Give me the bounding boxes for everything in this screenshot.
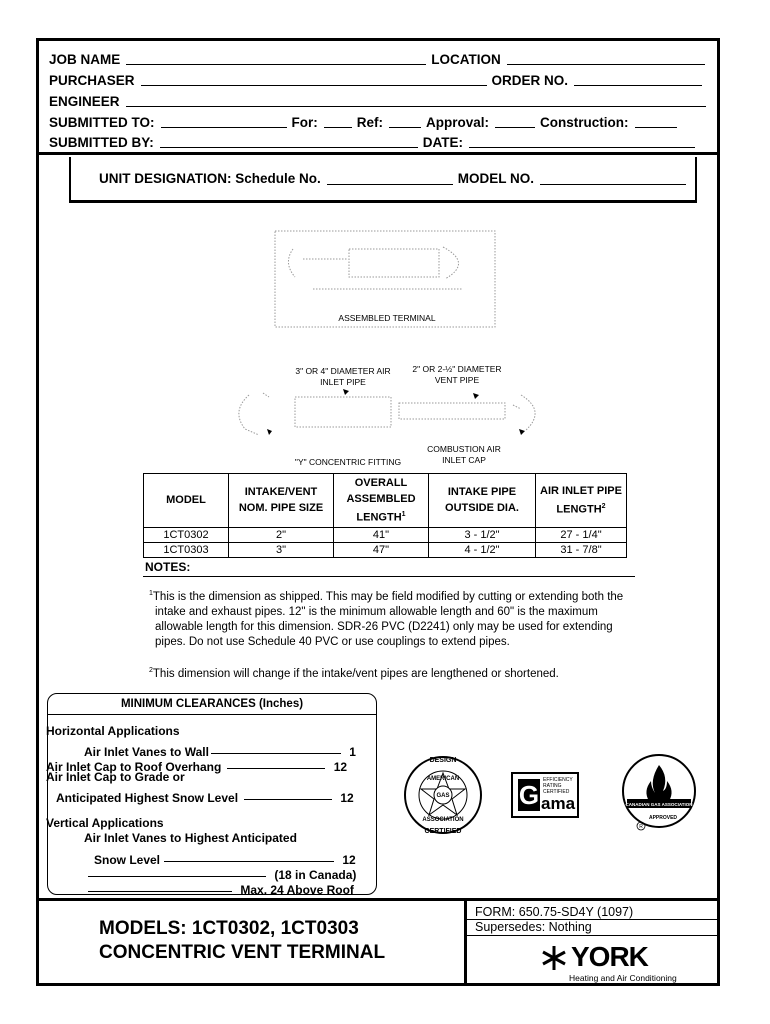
ref-label: Ref:	[356, 115, 383, 130]
note-2: $^2$This dimension will change if the intake/vent pipes are lengthened or shortened.	[149, 667, 559, 680]
model-no-label: MODEL NO.	[457, 171, 535, 186]
cell-dia: 4 - 1/2"	[429, 542, 536, 557]
col-airinlet-header: AIR INLET PIPE LENGTH$^2$	[536, 474, 627, 528]
york-wordmark: YORK	[571, 941, 648, 972]
svg-text:APPROVED: APPROVED	[648, 815, 678, 821]
header-row-submitted-by	[49, 130, 700, 150]
table-row	[144, 542, 627, 557]
footer	[39, 898, 717, 986]
notes-rule	[143, 576, 635, 577]
col-outside-header: INTAKE PIPE OUTSIDE DIA.	[429, 474, 536, 528]
cell-inlet: 31 - 7/8"	[536, 542, 627, 557]
note-1: $^1$This is the dimension as shipped. This may be field modified by cutting or extending both the intake and exhaust pipes. 12" is the minimum allowable length and 60" is the maximum allowable length for this dimension. SDR-26 PVC (D2241) only may be used for extending pipes. Do not use Schedule 40 PVC or use couplings to extend pipes.	[149, 590, 624, 648]
vent-pipe-caption: 2" OR 2-½" DIAMETER VENT PIPE	[412, 364, 502, 385]
svg-text:R: R	[639, 824, 643, 830]
aga-design-certified-logo	[403, 749, 483, 841]
cell-dia: 3 - 1/2"	[429, 527, 536, 542]
svg-text:ASSOCIATION: ASSOCIATION	[422, 817, 464, 823]
table-header-row	[144, 474, 627, 528]
submitted-by-field[interactable]	[160, 133, 418, 148]
header-row-engineer	[49, 89, 711, 109]
construction-field[interactable]	[635, 113, 677, 128]
header-row-job	[49, 47, 710, 67]
for-field[interactable]	[324, 113, 352, 128]
svg-text:CERTIFIED: CERTIFIED	[424, 828, 462, 835]
date-label: DATE:	[422, 135, 463, 150]
ref-field[interactable]	[389, 113, 421, 128]
header-row-purchaser	[49, 68, 707, 88]
purchaser-label: PURCHASER	[49, 73, 135, 88]
page-frame	[36, 38, 720, 986]
cell-model: 1CT0302	[144, 527, 229, 542]
clearance-row-label: Air Inlet Vanes to Highest Anticipated	[84, 831, 297, 845]
cga-approved-logo	[621, 751, 697, 837]
svg-text:CANADIAN GAS ASSOCIATION: CANADIAN GAS ASSOCIATION	[625, 802, 693, 807]
job-name-field[interactable]	[126, 50, 426, 65]
table-row	[144, 527, 627, 542]
location-label: LOCATION	[431, 52, 501, 67]
date-field[interactable]	[469, 133, 695, 148]
col-intake-header: INTAKE/VENT NOM. PIPE SIZE	[229, 474, 334, 528]
submitted-by-label: SUBMITTED BY:	[49, 135, 154, 150]
clearance-row: Snow Level 12	[94, 847, 356, 867]
york-tagline: Heating and Air Conditioning	[569, 973, 677, 983]
minimum-clearances-box	[47, 693, 377, 895]
exploded-view-drawing	[229, 385, 559, 449]
notes-title: NOTES:	[145, 560, 191, 574]
approval-label: Approval:	[426, 115, 490, 130]
purchaser-field[interactable]	[141, 71, 487, 86]
gama-word: ama	[541, 794, 576, 813]
for-label: For:	[291, 115, 318, 130]
horizontal-heading: Horizontal Applications	[46, 724, 180, 738]
order-no-label: ORDER NO.	[491, 73, 569, 88]
combustion-cap-caption: COMBUSTION AIR INLET CAP	[427, 444, 501, 465]
clearance-row: Air Inlet Vanes to Wall 1	[84, 739, 356, 759]
york-logo	[539, 941, 689, 987]
cell-length: 47"	[334, 542, 429, 557]
svg-text:GAS: GAS	[436, 793, 450, 799]
submitted-to-label: SUBMITTED TO:	[49, 115, 155, 130]
submittal-header	[39, 41, 717, 155]
dimensions-table	[143, 473, 627, 558]
model-no-field[interactable]	[540, 170, 686, 185]
approval-field[interactable]	[495, 113, 535, 128]
clearances-title: MINIMUM CLEARANCES (Inches)	[120, 698, 304, 710]
engineer-field[interactable]	[126, 92, 706, 107]
cell-size: 3"	[229, 542, 334, 557]
col-overall-header: OVERALL ASSEMBLED LENGTH$^1$	[334, 474, 429, 528]
engineer-label: ENGINEER	[49, 94, 120, 109]
cell-length: 41"	[334, 527, 429, 542]
clearances-rule	[48, 714, 376, 715]
col-model-header: MODEL	[144, 474, 229, 528]
job-name-label: JOB NAME	[49, 52, 121, 67]
cell-model: 1CT0303	[144, 542, 229, 557]
clearance-row: Max. 24 Above Roof	[88, 877, 354, 897]
clearance-row: Anticipated Highest Snow Level 12	[56, 785, 354, 805]
cell-size: 2"	[229, 527, 334, 542]
gama-efficiency-logo: G EFFICIENCY RATING CERTIFIED ama	[511, 772, 579, 818]
gama-g-icon: G	[518, 780, 540, 810]
header-row-submitted-to	[49, 110, 682, 130]
svg-text:DESIGN: DESIGN	[429, 757, 457, 764]
unit-designation-label: UNIT DESIGNATION: Schedule No.	[99, 171, 321, 186]
order-no-field[interactable]	[574, 71, 702, 86]
vertical-heading: Vertical Applications	[46, 816, 164, 830]
location-field[interactable]	[507, 50, 705, 65]
submitted-to-field[interactable]	[161, 113, 287, 128]
svg-text:AMERICAN: AMERICAN	[426, 776, 460, 782]
clearance-row-label: Air Inlet Cap to Grade or	[46, 770, 185, 784]
clearance-row: Air Inlet Cap to Roof Overhang 12	[46, 754, 347, 774]
snowflake-icon	[541, 945, 567, 971]
unit-designation-box	[69, 157, 697, 203]
models-title: MODELS: 1CT0302, 1CT0303 CONCENTRIC VENT TERMINAL	[99, 918, 386, 963]
assembled-terminal-caption: ASSEMBLED TERMINAL	[338, 313, 436, 323]
y-fitting-caption: "Y" CONCENTRIC FITTING	[294, 457, 402, 467]
cell-inlet: 27 - 1/4"	[536, 527, 627, 542]
footer-divider	[464, 901, 467, 986]
clearance-row: (18 in Canada)	[88, 862, 356, 882]
air-inlet-pipe-caption: 3" OR 4" DIAMETER AIR INLET PIPE	[295, 366, 391, 387]
schedule-no-field[interactable]	[327, 170, 453, 185]
form-number: FORM: 650.75-SD4Y (1097) Supersedes: Nothing	[475, 905, 634, 934]
construction-label: Construction:	[540, 115, 629, 130]
